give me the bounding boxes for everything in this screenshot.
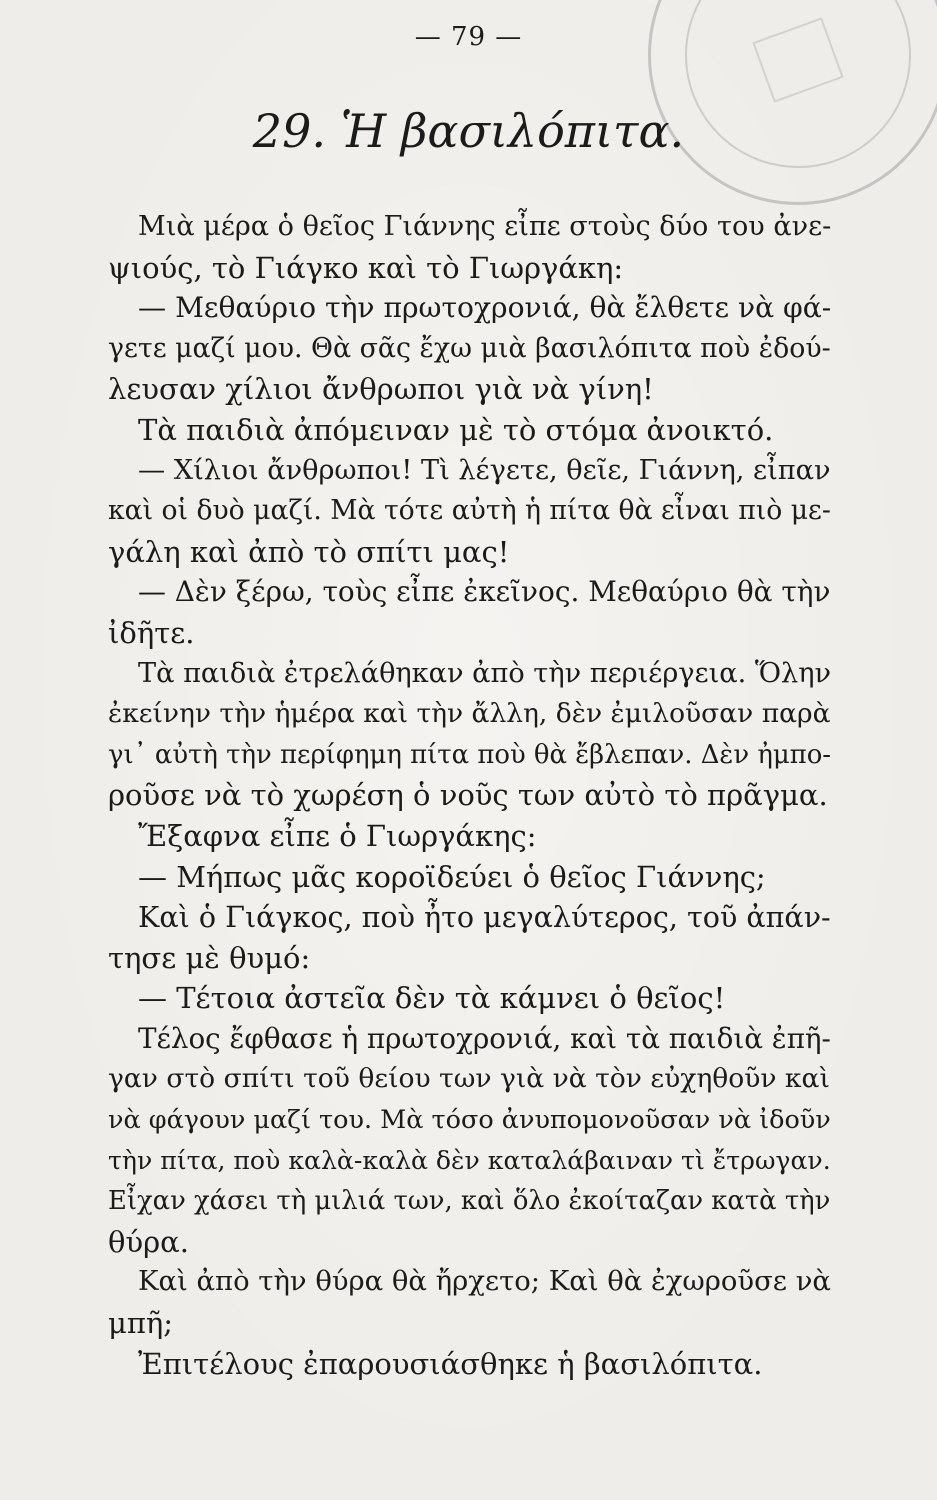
text-line: Εἶχαν χάσει τὴ μιλιά των, καὶ ὅλο ἐκοίταζαν κατὰ τὴν <box>108 1186 831 1217</box>
text-line: γετε μαζί μου. Θὰ σᾶς ἔχω μιὰ βασιλόπιτα ποὺ ἐδού- <box>108 332 831 364</box>
text-line: καὶ οἱ δυὸ μαζί. Μὰ τότε αὐτὴ ἡ πίτα θὰ εἶναι πιὸ με- <box>108 495 831 527</box>
text-line: — Τέτοια ἀστεῖα δὲν τὰ κάμνει ὁ θεῖος! <box>138 981 726 1016</box>
text-line: ἰδῆτε. <box>108 615 195 650</box>
text-line: γάλη καὶ ἀπὸ τὸ σπίτι μας! <box>108 534 510 569</box>
text-line: Τέλος ἔφθασε ἡ πρωτοχρονιά, καὶ τὰ παιδιὰ ἐπῆ- <box>138 1021 831 1055</box>
text-line: Ἔξαφνα εἶπε ὁ Γιωργάκης: <box>138 818 537 853</box>
chapter-title: 29. Ἡ βασιλόπιτα. <box>252 104 685 158</box>
text-line: Τὰ παιδιὰ ἀπόμειναν μὲ τὸ στόμα ἀνοικτό. <box>138 412 774 447</box>
text-line: — Χίλιοι ἄνθρωποι! Τὶ λέγετε, θεῖε, Γιάννη, εἶπαν <box>138 454 831 486</box>
text-line: ψιούς, τὸ Γιάγκο καὶ τὸ Γιωργάκη: <box>108 250 624 285</box>
text-line: Μιὰ μέρα ὁ θεῖος Γιάννης εἶπε στοὺς δύο του ἀνε- <box>138 211 832 242</box>
text-line: — Δὲν ξέρω, τοὺς εἶπε ἐκεῖνος. Μεθαύριο θὰ τὴν <box>138 575 831 609</box>
text-line: λευσαν χίλιοι ἄνθρωποι γιὰ νὰ γίνη! <box>108 372 654 407</box>
text-line: γαν στὸ σπίτι τοῦ θείου των γιὰ νὰ τὸν εὐχηθοῦν καὶ <box>108 1063 830 1095</box>
body-text <box>108 207 838 1384</box>
text-line: — Μεθαύριο τὴν πρωτοχρονιά, θὰ ἔλθετε νὰ φά- <box>138 291 832 325</box>
text-line: μπῆ; <box>108 1306 174 1341</box>
page-number: — 79 — <box>414 22 523 52</box>
text-line: Τὰ παιδιὰ ἐτρελάθηκαν ἀπὸ τὴν περιέργεια. Ὅλην <box>138 657 832 689</box>
text-line: τησε μὲ θυμό: <box>108 940 311 975</box>
text-line: νὰ φάγουν μαζί του. Μὰ τόσο ἀνυπομονοῦσαν νὰ ἰδοῦν <box>108 1105 831 1136</box>
text-line: τὴν πίτα, ποὺ καλὰ-καλὰ δὲν καταλάβαιναν τὶ ἔτρωγαν. <box>108 1145 831 1175</box>
text-line: Καὶ ἀπὸ τὴν θύρα θὰ ἤρχετο; Καὶ θὰ ἐχωροῦσε νὰ <box>138 1266 831 1298</box>
text-line: γι᾿ αὐτὴ τὴν περίφημη πίτα ποὺ θὰ ἔβλεπαν. Δὲν ἠμπο- <box>108 739 832 770</box>
text-line: ἐκείνην τὴν ἡμέρα καὶ τὴν ἄλλη, δὲν ἐμιλοῦσαν παρὰ <box>108 698 831 730</box>
text-line: θύρα. <box>108 1224 189 1259</box>
text-line: Καὶ ὁ Γιάγκος, ποὺ ἦτο μεγαλύτερος, τοῦ ἀπάν- <box>138 900 831 935</box>
text-line: — Μήπως μᾶς κοροϊδεύει ὁ θεῖος Γιάννης; <box>138 859 766 894</box>
text-line: Ἐπιτέλους ἐπαρουσιάσθηκε ἡ βασιλόπιτα. <box>138 1346 763 1381</box>
text-line: ροῦσε νὰ τὸ χωρέση ὁ νοῦς των αὐτὸ τὸ πρᾶγμα. <box>108 778 828 813</box>
